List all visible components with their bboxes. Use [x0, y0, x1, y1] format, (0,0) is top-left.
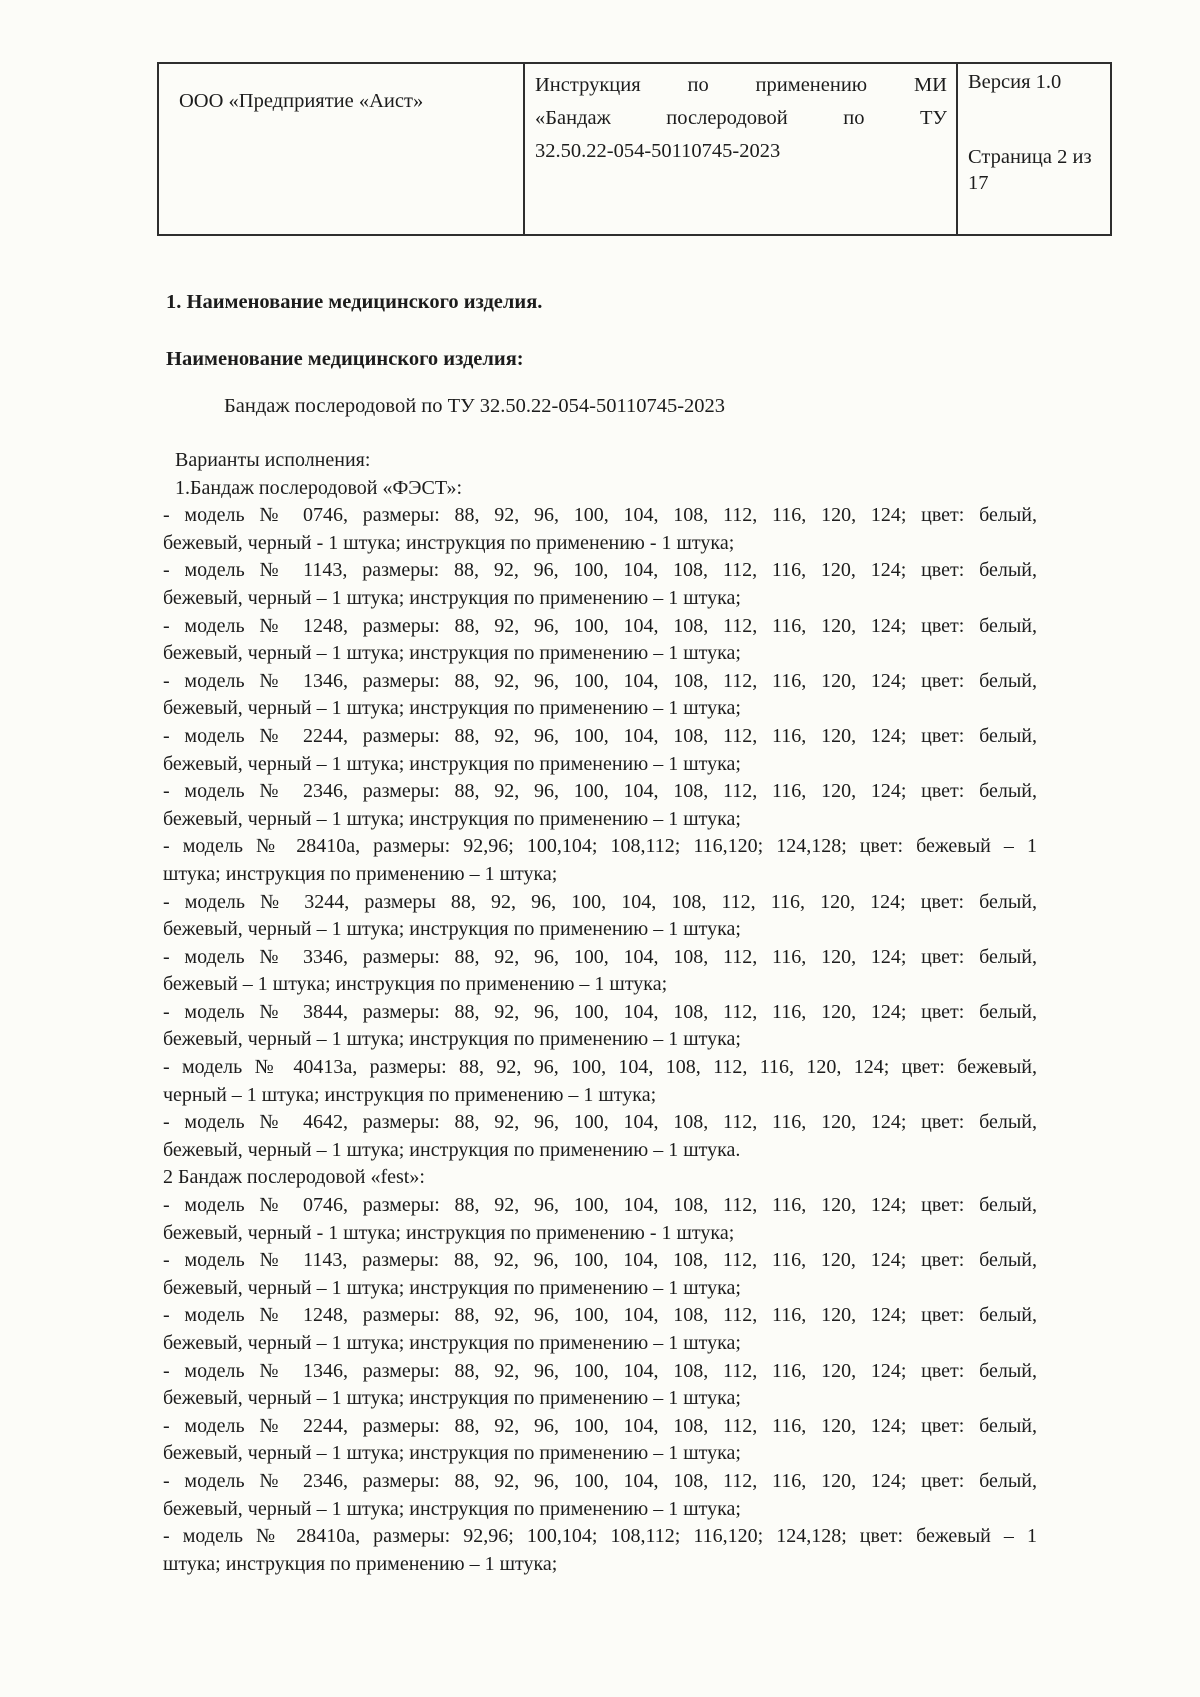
model-item-line2: бежевый, черный – 1 штука; инструкция по применению – 1 штука; — [163, 1387, 741, 1410]
model-item-line2: штука; инструкция по применению – 1 штука; — [163, 862, 558, 885]
model-item-line2: бежевый, черный – 1 штука; инструкция по применению – 1 штука; — [163, 1497, 741, 1520]
header-cell-meta — [957, 63, 1111, 235]
page-number-label: Страница 2 из 17 — [968, 146, 1092, 194]
model-item-line1: - модель № 3844, размеры: 88, 92, 96, 100, 104, 108, 112, 116, 120, 124; цвет: белый, — [163, 1000, 1037, 1023]
model-item-line1: - модель № 28410а, размеры: 92,96; 100,104; 108,112; 116,120; 124,128; цвет: бежевый – 1 — [163, 1525, 1037, 1548]
model-item-line1: - модель № 1346, размеры: 88, 92, 96, 100, 104, 108, 112, 116, 120, 124; цвет: белый, — [163, 669, 1037, 692]
model-item-line1: - модель № 3346, размеры: 88, 92, 96, 100, 104, 108, 112, 116, 120, 124; цвет: белый, — [163, 945, 1037, 968]
company-name: ООО «Предприятие «Аист» — [179, 90, 424, 112]
doc-title-line: 32.50.22-054-50110745-2023 — [535, 140, 781, 162]
model-item-line1: - модель № 28410а, размеры: 92,96; 100,104; 108,112; 116,120; 124,128; цвет: бежевый – 1 — [163, 835, 1037, 858]
model-item-line2: бежевый, черный – 1 штука; инструкция по применению – 1 штука. — [163, 1138, 741, 1161]
variants-block — [163, 447, 1037, 1578]
model-item-line2: бежевый, черный – 1 штука; инструкция по применению – 1 штука; — [163, 752, 741, 775]
model-item-line1: - модель № 2346, размеры: 88, 92, 96, 100, 104, 108, 112, 116, 120, 124; цвет: белый, — [163, 1469, 1037, 1492]
model-item-line2: бежевый, черный – 1 штука; инструкция по применению – 1 штука; — [163, 807, 741, 830]
model-item-line1: - модель № 1248, размеры: 88, 92, 96, 100, 104, 108, 112, 116, 120, 124; цвет: белый, — [163, 614, 1037, 637]
model-item-line1: - модель № 1143, размеры: 88, 92, 96, 100, 104, 108, 112, 116, 120, 124; цвет: белый, — [163, 559, 1037, 582]
model-item-line1: - модель № 1346, размеры: 88, 92, 96, 100, 104, 108, 112, 116, 120, 124; цвет: белый, — [163, 1359, 1037, 1382]
model-item-line2: бежевый, черный – 1 штука; инструкция по применению – 1 штука; — [163, 918, 741, 941]
header-table-row — [158, 63, 1111, 235]
device-name-label: Наименование медицинского изделия: — [166, 348, 524, 370]
header-cell-doc-title — [524, 63, 957, 235]
group1-heading: 1.Бандаж послеродовой «ФЭСТ»: — [175, 476, 463, 499]
model-item-line1: - модель № 2346, размеры: 88, 92, 96, 100, 104, 108, 112, 116, 120, 124; цвет: белый, — [163, 780, 1037, 803]
version-label: Версия 1.0 — [968, 71, 1062, 93]
model-item-line1: - модель № 0746, размеры: 88, 92, 96, 100, 104, 108, 112, 116, 120, 124; цвет: белый, — [163, 1194, 1037, 1217]
variants-label: Варианты исполнения: — [175, 449, 371, 471]
model-item-line2: бежевый, черный - 1 штука; инструкция по применению - 1 штука; — [163, 1221, 735, 1244]
model-item-line1: - модель № 0746, размеры: 88, 92, 96, 100, 104, 108, 112, 116, 120, 124; цвет: белый, — [163, 504, 1037, 527]
doc-title-line: «Бандаж послеродовой по ТУ — [535, 107, 947, 129]
model-item-line2: бежевый, черный – 1 штука; инструкция по применению – 1 штука; — [163, 697, 741, 720]
model-item-line2: черный – 1 штука; инструкция по применению – 1 штука; — [163, 1083, 657, 1106]
model-item-line1: - модель № 4642, размеры: 88, 92, 96, 100, 104, 108, 112, 116, 120, 124; цвет: белый, — [163, 1111, 1037, 1134]
group2-heading: 2 Бандаж послеродовой «fest»: — [163, 1166, 425, 1189]
header-cell-company — [158, 63, 524, 235]
section-heading: 1. Наименование медицинского изделия. — [166, 291, 543, 313]
model-item-line2: бежевый, черный – 1 штука; инструкция по применению – 1 штука; — [163, 1276, 741, 1299]
group2-items — [163, 1192, 1037, 1578]
model-item-line2: бежевый, черный – 1 штука; инструкция по применению – 1 штука; — [163, 1442, 741, 1465]
model-item-line2: бежевый, черный – 1 штука; инструкция по применению – 1 штука; — [163, 642, 741, 665]
model-item-line2: бежевый, черный – 1 штука; инструкция по применению – 1 штука; — [163, 1332, 741, 1354]
model-item-line1: - модель № 40413а, размеры: 88, 92, 96, 100, 104, 108, 112, 116, 120, 124; цвет: бежевый, — [163, 1056, 1037, 1079]
model-item-line1: - модель № 1248, размеры: 88, 92, 96, 100, 104, 108, 112, 116, 120, 124; цвет: белый, — [163, 1304, 1037, 1327]
model-item-line2: бежевый, черный – 1 штука; инструкция по применению – 1 штука; — [163, 586, 741, 609]
header-table — [157, 62, 1112, 236]
model-item-line2: бежевый, черный – 1 штука; инструкция по применению – 1 штука; — [163, 1028, 741, 1051]
model-item-line2: штука; инструкция по применению – 1 штука; — [163, 1552, 558, 1575]
model-item-line2: бежевый – 1 штука; инструкция по применению – 1 штука; — [163, 973, 668, 996]
group1-items — [163, 502, 1037, 1164]
model-item-line1: - модель № 3244, размеры 88, 92, 96, 100, 104, 108, 112, 116, 120, 124; цвет: белый, — [163, 890, 1037, 913]
model-item-line1: - модель № 1143, размеры: 88, 92, 96, 100, 104, 108, 112, 116, 120, 124; цвет: белый, — [163, 1249, 1037, 1272]
model-item-line1: - модель № 2244, размеры: 88, 92, 96, 100, 104, 108, 112, 116, 120, 124; цвет: белый, — [163, 1414, 1037, 1437]
model-item-line2: бежевый, черный - 1 штука; инструкция по применению - 1 штука; — [163, 531, 735, 554]
product-name: Бандаж послеродовой по ТУ 32.50.22-054-50110745-2023 — [224, 395, 726, 417]
doc-title-line: Инструкция по применению МИ — [535, 74, 947, 96]
model-item-line1: - модель № 2244, размеры: 88, 92, 96, 100, 104, 108, 112, 116, 120, 124; цвет: белый, — [163, 724, 1037, 747]
